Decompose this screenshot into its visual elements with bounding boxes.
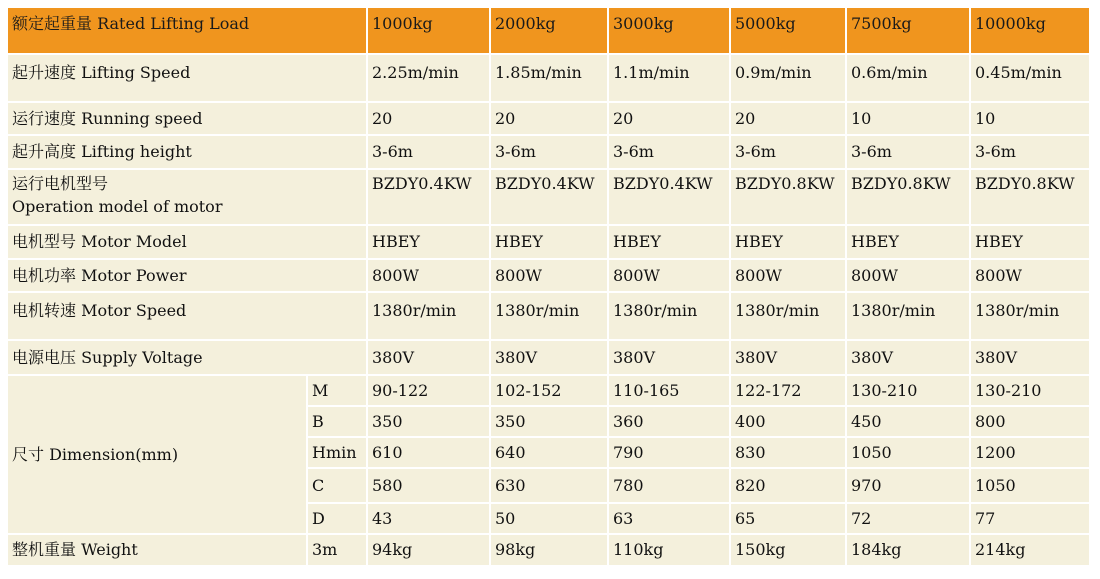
dimension-sub-label: Hmin <box>307 437 367 468</box>
cell: 3-6m <box>730 135 846 169</box>
cell: 780 <box>608 468 730 503</box>
cell: 380V <box>846 340 970 375</box>
cell: 800W <box>608 259 730 292</box>
header-row <box>7 7 1090 54</box>
cell: 830 <box>730 437 846 468</box>
dimension-label: 尺寸 Dimension(mm) <box>7 375 307 534</box>
cell: 43 <box>367 503 490 534</box>
row-motor-power <box>7 259 1090 292</box>
cell: HBEY <box>970 225 1090 259</box>
row-running-speed <box>7 102 1090 135</box>
cell: 800W <box>970 259 1090 292</box>
cell: 72 <box>846 503 970 534</box>
cell: 130-210 <box>970 375 1090 406</box>
cell: 110-165 <box>608 375 730 406</box>
row-lifting-speed <box>7 54 1090 102</box>
row-weight <box>7 534 1090 566</box>
cell: 380V <box>490 340 608 375</box>
cell: 1380r/min <box>846 292 970 340</box>
row-label-en: Operation model of motor <box>12 197 223 216</box>
cell: 1380r/min <box>367 292 490 340</box>
load-5000kg: 5000kg <box>730 7 846 54</box>
cell: 50 <box>490 503 608 534</box>
cell: 1050 <box>846 437 970 468</box>
cell: 1380r/min <box>730 292 846 340</box>
load-3000kg: 3000kg <box>608 7 730 54</box>
cell: 90-122 <box>367 375 490 406</box>
cell: 130-210 <box>846 375 970 406</box>
cell: BZDY0.4KW <box>490 169 608 225</box>
dimension-sub-label: C <box>307 468 367 503</box>
dimension-sub-label: D <box>307 503 367 534</box>
cell: 800W <box>730 259 846 292</box>
weight-sub-label: 3m <box>307 534 367 566</box>
cell: 184kg <box>846 534 970 566</box>
cell: 400 <box>730 406 846 437</box>
row-label: 电源电压 Supply Voltage <box>7 340 367 375</box>
cell: HBEY <box>367 225 490 259</box>
cell: 380V <box>608 340 730 375</box>
row-label <box>7 169 367 225</box>
row-label: 起升速度 Lifting Speed <box>7 54 367 102</box>
cell: 3-6m <box>367 135 490 169</box>
row-label: 运行速度 Running speed <box>7 102 367 135</box>
cell: 3-6m <box>846 135 970 169</box>
cell: 0.45m/min <box>970 54 1090 102</box>
cell: 970 <box>846 468 970 503</box>
cell: 10 <box>846 102 970 135</box>
cell: 800 <box>970 406 1090 437</box>
cell: 820 <box>730 468 846 503</box>
cell: HBEY <box>846 225 970 259</box>
cell: 350 <box>490 406 608 437</box>
cell: 98kg <box>490 534 608 566</box>
cell: 380V <box>730 340 846 375</box>
cell: 0.6m/min <box>846 54 970 102</box>
cell: BZDY0.8KW <box>970 169 1090 225</box>
cell: 800W <box>367 259 490 292</box>
cell: 20 <box>490 102 608 135</box>
cell: HBEY <box>730 225 846 259</box>
row-label: 起升高度 Lifting height <box>7 135 367 169</box>
cell: 1380r/min <box>490 292 608 340</box>
spec-table <box>6 6 1091 567</box>
cell: 580 <box>367 468 490 503</box>
cell: 610 <box>367 437 490 468</box>
row-motor-model <box>7 225 1090 259</box>
cell: HBEY <box>490 225 608 259</box>
cell: 3-6m <box>490 135 608 169</box>
row-label: 整机重量 Weight <box>7 534 307 566</box>
cell: 63 <box>608 503 730 534</box>
cell: 800W <box>846 259 970 292</box>
cell: 214kg <box>970 534 1090 566</box>
cell: BZDY0.4KW <box>367 169 490 225</box>
cell: 10 <box>970 102 1090 135</box>
cell: 65 <box>730 503 846 534</box>
cell: 122-172 <box>730 375 846 406</box>
row-supply-voltage <box>7 340 1090 375</box>
cell: BZDY0.4KW <box>608 169 730 225</box>
cell: 20 <box>608 102 730 135</box>
cell: 790 <box>608 437 730 468</box>
cell: 20 <box>730 102 846 135</box>
cell: 102-152 <box>490 375 608 406</box>
cell: 1380r/min <box>608 292 730 340</box>
row-dimension-m <box>7 375 1090 406</box>
dimension-sub-label: B <box>307 406 367 437</box>
cell: 2.25m/min <box>367 54 490 102</box>
row-lifting-height <box>7 135 1090 169</box>
cell: 77 <box>970 503 1090 534</box>
cell: BZDY0.8KW <box>730 169 846 225</box>
cell: 1.1m/min <box>608 54 730 102</box>
cell: 640 <box>490 437 608 468</box>
load-10000kg: 10000kg <box>970 7 1090 54</box>
row-label-cn: 运行电机型号 <box>12 174 109 193</box>
cell: 630 <box>490 468 608 503</box>
cell: 94kg <box>367 534 490 566</box>
cell: 150kg <box>730 534 846 566</box>
cell: 1380r/min <box>970 292 1090 340</box>
cell: HBEY <box>608 225 730 259</box>
load-2000kg: 2000kg <box>490 7 608 54</box>
cell: 350 <box>367 406 490 437</box>
cell: 1.85m/min <box>490 54 608 102</box>
row-label: 电机型号 Motor Model <box>7 225 367 259</box>
row-label: 电机转速 Motor Speed <box>7 292 367 340</box>
cell: 380V <box>367 340 490 375</box>
row-label: 电机功率 Motor Power <box>7 259 367 292</box>
cell: 360 <box>608 406 730 437</box>
cell: 3-6m <box>970 135 1090 169</box>
cell: 450 <box>846 406 970 437</box>
cell: 0.9m/min <box>730 54 846 102</box>
row-operation-motor <box>7 169 1090 225</box>
cell: 1200 <box>970 437 1090 468</box>
cell: 380V <box>970 340 1090 375</box>
dimension-sub-label: M <box>307 375 367 406</box>
row-motor-speed <box>7 292 1090 340</box>
cell: 800W <box>490 259 608 292</box>
load-7500kg: 7500kg <box>846 7 970 54</box>
cell: 110kg <box>608 534 730 566</box>
cell: 3-6m <box>608 135 730 169</box>
cell: BZDY0.8KW <box>846 169 970 225</box>
load-1000kg: 1000kg <box>367 7 490 54</box>
header-label: 额定起重量 Rated Lifting Load <box>7 7 367 54</box>
cell: 1050 <box>970 468 1090 503</box>
cell: 20 <box>367 102 490 135</box>
